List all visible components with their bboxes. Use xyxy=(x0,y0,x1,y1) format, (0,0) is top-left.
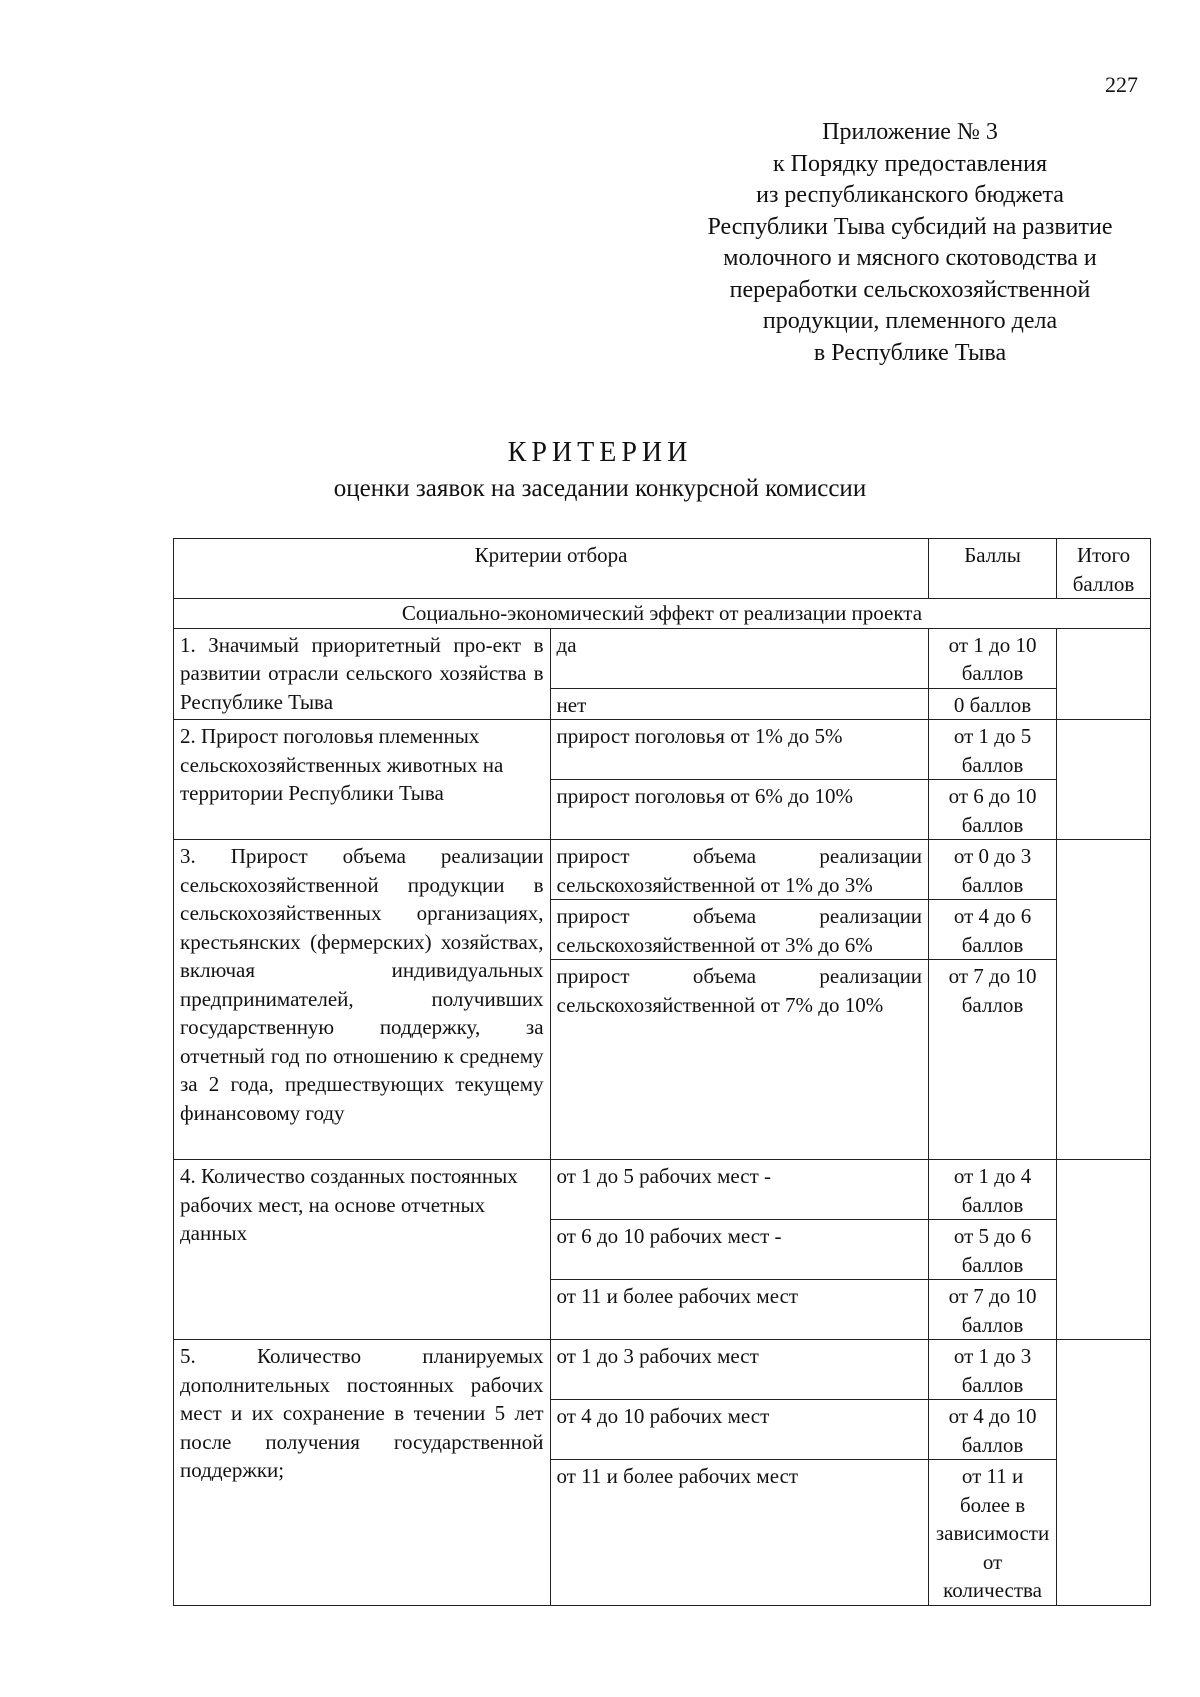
criterion-cell: 1. Значимый приоритетный про-ект в развитии отрасли сельского хозяйства в Республике Тыва xyxy=(174,628,551,720)
appendix-line: в Республике Тыва xyxy=(813,339,1007,366)
section-row xyxy=(174,599,1151,629)
table-header-row xyxy=(174,539,1151,599)
total-cell xyxy=(1057,628,1151,720)
total-cell xyxy=(1057,840,1151,1160)
points-cell: от 4 до 10 баллов xyxy=(929,1400,1057,1460)
total-cell xyxy=(1057,1160,1151,1340)
table-row xyxy=(174,1160,1151,1220)
criterion-cell: 4. Количество созданных постоянных рабочих мест, на основе отчетных данных xyxy=(174,1160,551,1340)
condition-cell: от 1 до 3 рабочих мест xyxy=(550,1340,929,1400)
points-cell: от 0 до 3 баллов xyxy=(929,840,1057,900)
condition-cell: прирост объема реализации сельскохозяйственной от 7% до 10% xyxy=(550,960,929,1160)
condition-cell: нет xyxy=(550,688,929,720)
appendix-line: к Порядку предоставления xyxy=(772,150,1047,177)
appendix-line: Приложение № 3 xyxy=(822,119,998,145)
table-row xyxy=(174,720,1151,780)
document-title: КРИТЕРИИ xyxy=(507,437,693,468)
points-cell: от 11 и более в зависимости от количества xyxy=(929,1460,1057,1606)
points-cell: от 7 до 10 баллов xyxy=(929,1280,1057,1340)
points-cell: 0 баллов xyxy=(929,688,1057,720)
header-criteria: Критерии отбора xyxy=(174,539,929,599)
header-points: Баллы xyxy=(929,539,1057,599)
appendix-line: из республиканского бюджета xyxy=(756,182,1064,208)
points-cell: от 1 до 4 баллов xyxy=(929,1160,1057,1220)
condition-cell: прирост объема реализации сельскохозяйственной от 1% до 3% xyxy=(550,840,929,900)
table-row xyxy=(174,1340,1151,1400)
points-cell: от 4 до 6 баллов xyxy=(929,900,1057,960)
appendix-line: продукции, племенного дела xyxy=(762,308,1058,334)
criteria-table xyxy=(173,538,1151,1606)
condition-cell: прирост поголовья от 1% до 5% xyxy=(550,720,929,780)
table-row xyxy=(174,840,1151,900)
criterion-cell: 5. Количество планируемых дополнительных постоянных рабочих мест и их сохранение в течении 5 лет после получения государственной поддержки; xyxy=(174,1340,551,1606)
points-cell: от 1 до 5 баллов xyxy=(929,720,1057,780)
condition-cell: да xyxy=(550,628,929,688)
appendix-line: Республики Тыва субсидий на развитие xyxy=(707,213,1113,240)
section-title: Социально-экономический эффект от реализации проекта xyxy=(174,599,1151,629)
appendix-line: переработки сельскохозяйственной xyxy=(729,276,1091,303)
condition-cell: от 4 до 10 рабочих мест xyxy=(550,1400,929,1460)
condition-cell: от 6 до 10 рабочих мест - xyxy=(550,1220,929,1280)
criterion-cell: 2. Прирост поголовья племенных сельскохозяйственных животных на территории Республики Тыва xyxy=(174,720,551,840)
total-cell xyxy=(1057,1340,1151,1606)
condition-cell: от 11 и более рабочих мест xyxy=(550,1460,929,1606)
appendix-header xyxy=(630,117,1190,369)
points-cell: от 1 до 10 баллов xyxy=(929,628,1057,688)
document-subtitle: оценки заявок на заседании конкурсной комиссии xyxy=(333,475,867,502)
condition-cell: прирост объема реализации сельскохозяйственной от 3% до 6% xyxy=(550,900,929,960)
header-total: Итого баллов xyxy=(1057,539,1151,599)
points-cell: от 7 до 10 баллов xyxy=(929,960,1057,1160)
points-cell: от 1 до 3 баллов xyxy=(929,1340,1057,1400)
points-cell: от 6 до 10 баллов xyxy=(929,780,1057,840)
condition-cell: прирост поголовья от 6% до 10% xyxy=(550,780,929,840)
condition-cell: от 11 и более рабочих мест xyxy=(550,1280,929,1340)
condition-cell: от 1 до 5 рабочих мест - xyxy=(550,1160,929,1220)
criterion-cell: 3. Прирост объема реализации сельскохозяйственной продукции в сельскохозяйственных организациях, крестьянских (фермерских) хозяйствах, включая индивидуальных предпринимателей, получивших государственную поддержку, за отчетный год по отношению к среднему за 2 года, предшествующих текущему финансовому году xyxy=(174,840,551,1160)
appendix-line: молочного и мясного скотоводства и xyxy=(723,245,1097,271)
points-cell: от 5 до 6 баллов xyxy=(929,1220,1057,1280)
total-cell xyxy=(1057,720,1151,840)
table-row xyxy=(174,628,1151,688)
page-number: 227 xyxy=(1105,72,1138,97)
